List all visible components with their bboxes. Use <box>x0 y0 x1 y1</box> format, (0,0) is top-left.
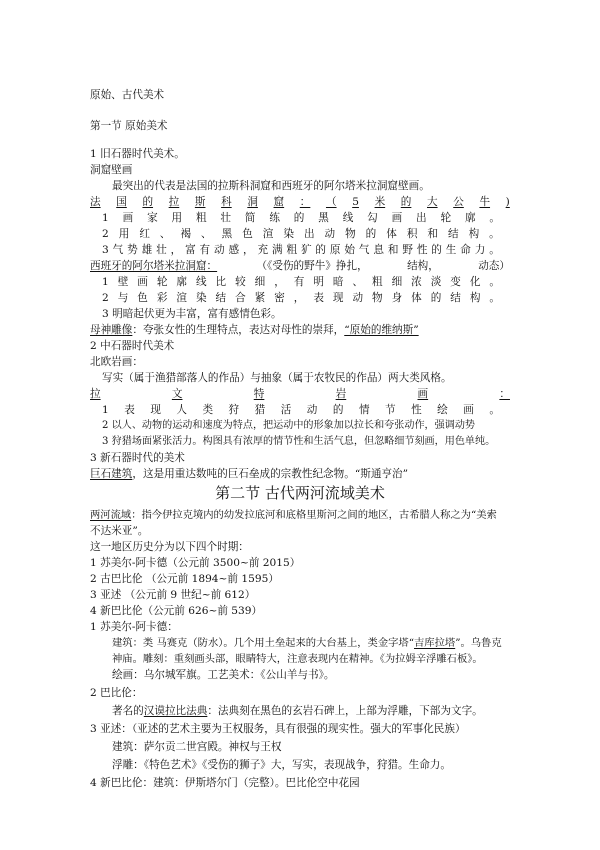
venus-term: “原始的维纳斯” <box>344 324 419 336</box>
neo-babylon-line: 4 新巴比伦：建筑：伊斯塔尔门（完整）。巴比伦空中花园 <box>90 777 360 789</box>
mesopotamia-def: 两河流域：指今伊拉克境内的幼发拉底河和底格里斯河之间的地区，古希腊人称之为“美索 <box>90 509 497 521</box>
ziggurat-term: 吉库拉塔 <box>414 637 456 649</box>
sumer-painting: 绘画：乌尔城军旗。工艺美术：《公山羊与书》。 <box>112 669 335 681</box>
levant-point-3: 3 狩猎场面紧张活力。构图具有浓厚的情节性和生活气息，但忽略细节刻画，用色单纯。 <box>102 436 496 447</box>
altamira-point-1: 1 壁 画 轮 廓 线 比 较 细 ， 有 明 暗 、 粗 细 浓 淡 变 化 。 <box>102 276 500 288</box>
assyria-heading: 3 亚述：（亚述的艺术主要为王权服务，具有很强的现实性。强大的军事化民族） <box>90 723 466 735</box>
altamira-point-3: 3 明暗起伏更为丰富，富有感情色彩。 <box>102 308 282 320</box>
mother-goddess-label: 母神雕像 <box>90 324 133 336</box>
period-item: 1 苏美尔-阿卡德（公元前 3500~前 2015） <box>90 557 301 569</box>
lascaux-heading: 法 国 的 拉 斯 科 洞 窟 ： （ 5 米 的 大 公 牛 ) <box>90 196 510 208</box>
mesolithic-heading: 2 中石器时代美术 <box>90 340 175 352</box>
period-item: 4 新巴比伦（公元前 626~前 539） <box>90 605 263 617</box>
altamira-point-2: 2 与 色 彩 渲 染 结 合 紧 密 ， 表 现 动 物 身 体 的 结 构 。 <box>102 292 500 304</box>
neolithic-heading: 3 新石器时代的美术 <box>90 452 185 464</box>
assyria-relief: 浮雕：《特色艺术》《受伤的狮子》大，写实，表现战争，狩猎。生命力。 <box>112 759 451 771</box>
cave-painting-intro: 最突出的代表是法国的拉斯科洞窟和西班牙的阿尔塔米拉洞窟壁画。 <box>112 180 430 192</box>
periods-intro: 这一地区历史分为以下四个时期： <box>90 541 249 553</box>
mesopotamia-label: 两河流域 <box>90 509 132 521</box>
lascaux-point-1: 1 画 家 用 粗 壮 简 练 的 黑 线 勾 画 出 轮 廓 。 <box>102 212 500 224</box>
paleolithic-heading: 1 旧石器时代美术。 <box>90 148 185 160</box>
mother-goddess-line: 母神雕像：夸张女性的生理特点，表达对母性的崇拜，“原始的维纳斯” <box>90 324 419 336</box>
sumer-architecture: 建筑：类 马赛克（防水）。几个用土垒起来的大台基上，类金字塔“吉库拉塔”。乌鲁克 <box>112 637 502 649</box>
mesopotamia-def-cont: 不达米亚”。 <box>90 525 149 537</box>
nordic-rock-art-heading: 北欧岩画： <box>90 356 143 368</box>
section-1-heading: 第一节 原始美术 <box>90 120 168 132</box>
sumer-sculpture: 神庙。雕刻：重刻画头部，眼睛特大，注意表现内在精神。《为拉姆辛浮雕石板》。 <box>112 653 483 665</box>
levant-point-1: 1 表 现 人 类 狩 猎 活 动 的 情 节 性 绘 画 。 <box>102 404 500 416</box>
altamira-label: 西班牙的阿尔塔米拉洞窟： <box>90 260 218 272</box>
hammurabi-code-term: 汉谟拉比法典 <box>143 705 208 717</box>
lascaux-point-3: 3 气 势 雄 壮 ， 富 有 动 感 ， 充 满 粗 犷 的 原 始 气 息 和 野 性 的 生 命 力 。 <box>102 244 500 256</box>
cave-painting-heading: 洞窟壁画 <box>90 164 133 176</box>
babylon-heading: 2 巴比伦： <box>90 687 143 699</box>
megalith-label: 巨石建筑 <box>90 468 133 480</box>
section-2-heading: 第二节 古代两河流域美术 <box>215 484 385 502</box>
levant-point-2: 2 以人、动物的运动和速度为特点，把运动中的形象加以拉长和夸张动作，强调动势 <box>102 420 476 431</box>
doc-title: 原始、古代美术 <box>90 89 165 101</box>
altamira-heading: 西班牙的阿尔塔米拉洞窟： （《受伤的野牛》挣扎， 结构， 动态） <box>90 260 510 272</box>
period-item: 3 亚述 （公元前 9 世纪~前 612） <box>90 589 256 601</box>
nordic-styles: 写实（属于渔猎部落人的作品）与抽象（属于农牧民的作品）两大类风格。 <box>102 372 452 384</box>
period-item: 2 古巴比伦 （公元前 1894~前 1595） <box>90 573 279 585</box>
levant-rock-art-heading: 拉 文 特 岩 画 ： <box>90 388 510 400</box>
assyria-architecture: 建筑：萨尔贡二世宫殿。神权与王权 <box>112 741 282 753</box>
megalith-line: 巨石建筑，这是用重达数吨的巨石垒成的宗教性纪念物。“斯通亨治” <box>90 468 409 480</box>
sumer-heading: 1 苏美尔-阿卡德： <box>90 621 178 633</box>
babylon-code-line: 著名的汉谟拉比法典：法典刻在黑色的玄岩石碑上，上部为浮雕，下部为文字。 <box>112 705 483 717</box>
lascaux-point-2: 2 用 红 、 褐 、 黑 色 渲 染 出 动 物 的 体 积 和 结 构 。 <box>102 228 500 240</box>
